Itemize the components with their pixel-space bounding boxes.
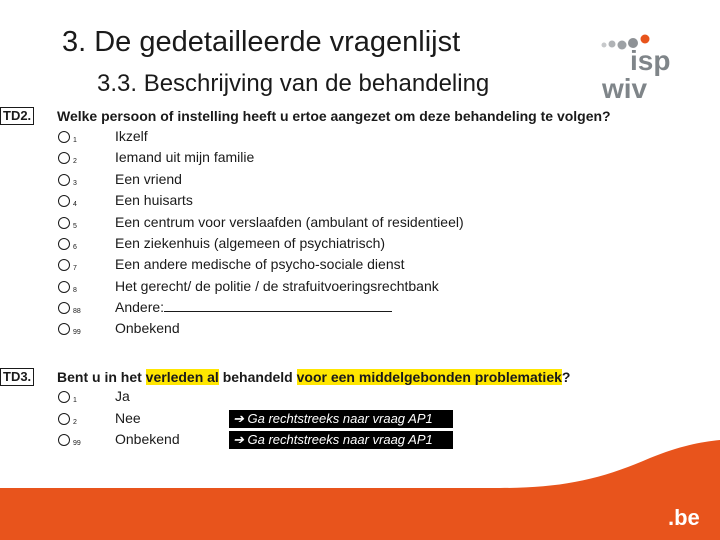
highlighted-text: voor een middelgebonden problematiek	[296, 369, 562, 385]
option-label: Een centrum voor verslaafden (ambulant of residentieel)	[115, 214, 464, 230]
option-code: 2	[73, 419, 77, 426]
question-text-part: ?	[561, 369, 571, 385]
option-code: 4	[73, 201, 77, 208]
question-id-td2: TD2.	[0, 107, 34, 125]
option-td2-99[interactable]	[58, 320, 618, 340]
question-text-td2: Welke persoon of instelling heeft u ertoe aangezet om deze behandeling te volgen?	[57, 108, 611, 124]
option-code: 1	[73, 397, 77, 404]
option-code: 99	[73, 329, 81, 336]
option-label: Een huisarts	[115, 192, 193, 208]
highlighted-text: verleden al	[145, 369, 219, 385]
be-logo: .be	[668, 505, 700, 530]
other-text-field[interactable]	[164, 299, 392, 312]
question-text-part: behandeld	[218, 369, 297, 385]
isp-wiv-logo	[600, 34, 680, 102]
option-code: 8	[73, 287, 77, 294]
radio-button[interactable]	[58, 152, 70, 164]
option-label: Nee	[115, 410, 141, 426]
logo-text-isp: isp	[630, 45, 671, 76]
option-label: Iemand uit mijn familie	[115, 149, 255, 165]
question-text-part: Bent u in het	[57, 369, 146, 385]
arrow-right-icon: ➔	[233, 411, 248, 426]
option-label-other	[115, 299, 392, 315]
option-label: Ja	[115, 388, 130, 404]
option-td2-2[interactable]	[58, 149, 618, 169]
radio-button[interactable]	[58, 281, 70, 293]
routing-text: Ga rechtstreeks naar vraag AP1	[247, 432, 433, 447]
radio-button[interactable]	[58, 259, 70, 271]
option-td3-1[interactable]	[58, 388, 618, 408]
option-td2-1[interactable]	[58, 128, 618, 148]
option-code: 1	[73, 137, 77, 144]
option-code: 6	[73, 244, 77, 251]
page-title: 3. De gedetailleerde vragenlijst	[62, 26, 461, 58]
option-label: Het gerecht/ de politie / de strafuitvoeringsrechtbank	[115, 278, 439, 294]
option-td2-7[interactable]	[58, 256, 618, 276]
option-td2-88[interactable]	[58, 299, 618, 319]
option-code: 3	[73, 180, 77, 187]
page-subtitle: 3.3. Beschrijving van de behandeling	[97, 70, 490, 97]
radio-button[interactable]	[58, 217, 70, 229]
option-label: Een vriend	[115, 171, 182, 187]
arrow-right-icon: ➔	[233, 432, 248, 447]
radio-button[interactable]	[58, 195, 70, 207]
option-td2-5[interactable]	[58, 214, 618, 234]
radio-button[interactable]	[58, 174, 70, 186]
option-td2-6[interactable]	[58, 235, 618, 255]
option-td2-4[interactable]	[58, 192, 618, 212]
radio-button[interactable]	[58, 131, 70, 143]
option-label: Onbekend	[115, 431, 180, 447]
option-code: 2	[73, 158, 77, 165]
question-id-td3: TD3.	[0, 368, 34, 386]
option-label: Ikzelf	[115, 128, 148, 144]
option-label: Andere:	[115, 299, 165, 315]
option-td2-8[interactable]	[58, 278, 618, 298]
radio-button[interactable]	[58, 302, 70, 314]
option-label: Een ziekenhuis (algemeen of psychiatrisch)	[115, 235, 386, 251]
option-code: 88	[73, 308, 81, 315]
option-code: 99	[73, 440, 81, 447]
footer-wave	[0, 440, 720, 540]
option-code: 7	[73, 265, 77, 272]
radio-button[interactable]	[58, 323, 70, 335]
radio-button[interactable]	[58, 238, 70, 250]
question-text-td3	[57, 369, 570, 385]
radio-button[interactable]	[58, 391, 70, 403]
logo-text-wiv: wiv	[602, 73, 648, 102]
option-td2-3[interactable]	[58, 171, 618, 191]
routing-text: Ga rechtstreeks naar vraag AP1	[247, 411, 433, 426]
option-label: Een andere medische of psycho-sociale dienst	[115, 256, 405, 272]
radio-button[interactable]	[58, 413, 70, 425]
option-code: 5	[73, 223, 77, 230]
routing-instruction	[229, 410, 453, 428]
option-label: Onbekend	[115, 320, 180, 336]
